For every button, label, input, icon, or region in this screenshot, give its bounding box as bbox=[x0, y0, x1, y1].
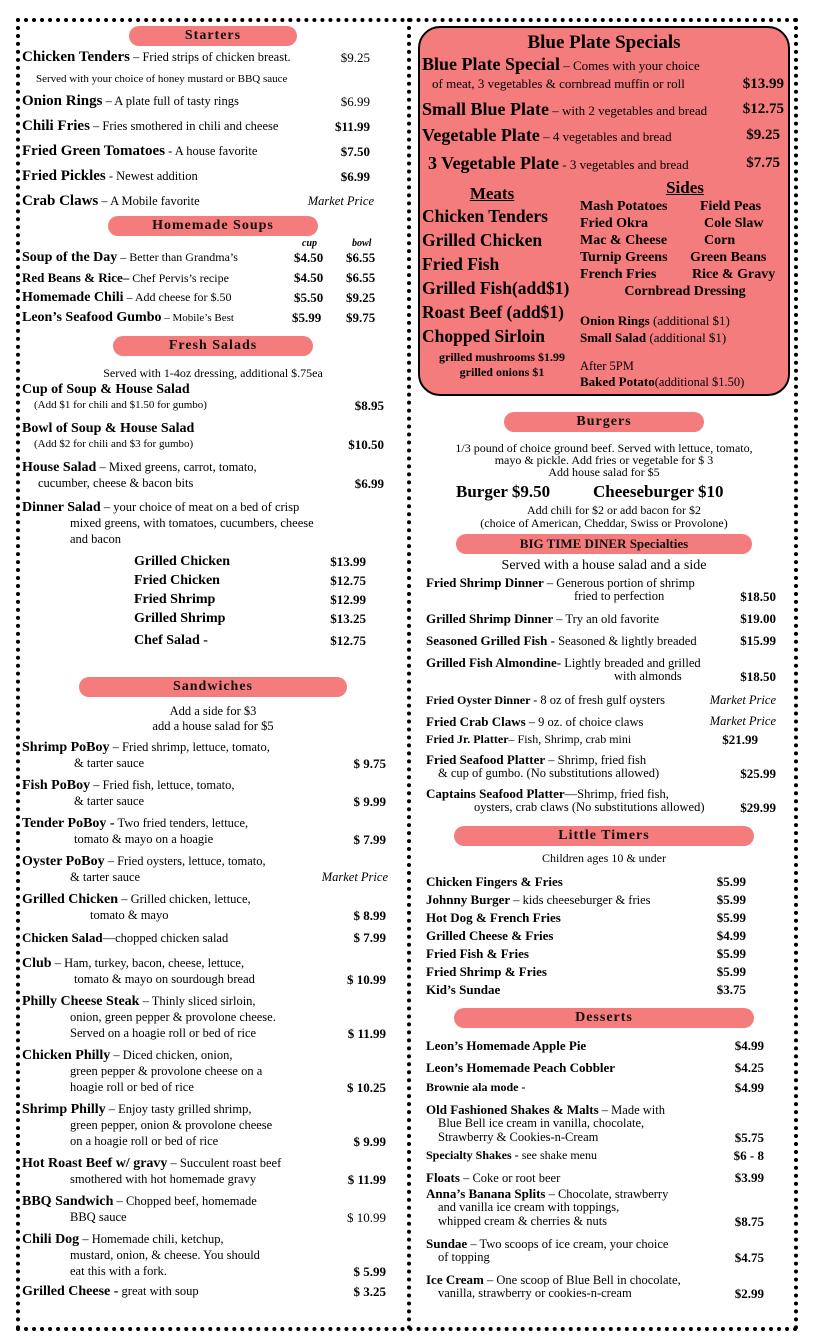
kids-item: Fried Shrimp & Fries $5.99 bbox=[426, 964, 746, 979]
meat-item: Grilled Fish(add$1) bbox=[422, 278, 570, 298]
diner-specialties-header: BIG TIME DINER Specialties bbox=[456, 534, 752, 554]
soups-header: Homemade Soups bbox=[108, 216, 318, 236]
salad-item: House Salad – Mixed greens, carrot, tomato, bbox=[22, 460, 257, 475]
dessert-item: Sundae – Two scoops of ice cream, your choice bbox=[426, 1236, 669, 1251]
dessert-item: Old Fashioned Shakes & Malts – Made with bbox=[426, 1102, 665, 1117]
sandwich-item: Chicken Salad—chopped chicken salad $ 7.99 bbox=[22, 930, 386, 945]
grilled-addons: grilled mushrooms $1.99 grilled onions $1 bbox=[438, 350, 566, 379]
salad-item: Dinner Salad – your choice of meat on a bed of crisp bbox=[22, 500, 300, 515]
menu-item: Fried Green Tomatoes - A house favorite $7.50 bbox=[22, 143, 370, 159]
sandwich-item: Tender PoBoy - Two fried tenders, lettuce, bbox=[22, 816, 249, 831]
vegetable-plate: Vegetable Plate – 4 vegetables and bread $9.25 bbox=[422, 125, 780, 145]
sandwich-item: Shrimp PoBoy – Fried shrimp, lettuce, tomato, bbox=[22, 740, 270, 755]
meat-item: Fried Fish bbox=[422, 254, 500, 274]
kids-item: Kid’s Sundae $3.75 bbox=[426, 982, 746, 997]
sides-list: Sides Mash Potatoes Fried Okra Mac & Cheese Turnip Greens French Fries Field Peas Cole Slaw Corn Green Beans Rice & Gravy Cornbread Dressing Onion Rings (additional $1) Small Salad (additional $1) After 5PM Baked Potato(additional $1.50) bbox=[580, 178, 790, 390]
side-item: Rice & Gravy bbox=[692, 267, 776, 282]
diner-item: Seasoned Grilled Fish - Seasoned & lightly breaded $15.99 bbox=[426, 633, 776, 648]
side-item: Field Peas bbox=[700, 199, 762, 214]
baked-potato-addon: Baked Potato(additional $1.50) bbox=[580, 374, 745, 389]
sandwich-item: Chicken Philly – Diced chicken, onion, bbox=[22, 1048, 233, 1063]
cheeseburger-price: Cheeseburger $10 bbox=[593, 482, 724, 501]
kids-item: Johnny Burger – kids cheeseburger & fries $5.99 bbox=[426, 892, 746, 907]
small-blue-plate: Small Blue Plate – with 2 vegetables and bread $12.75 bbox=[422, 99, 784, 119]
sandwich-item: Hot Roast Beef w/ gravy – Succulent roast beef bbox=[22, 1156, 282, 1171]
side-item: Fried Okra bbox=[580, 216, 649, 231]
diner-item: Fried Oyster Dinner - 8 oz of fresh gulf oysters Market Price bbox=[426, 693, 776, 707]
onion-rings-addon: Onion Rings (additional $1) bbox=[580, 313, 730, 328]
dessert-item: Specialty Shakes - see shake menu $6 - 8 bbox=[426, 1148, 764, 1163]
meat-item: Roast Beef (add$1) bbox=[422, 302, 564, 322]
dessert-item: Leon’s Homemade Peach Cobbler $4.25 bbox=[426, 1060, 764, 1075]
side-item: Mac & Cheese bbox=[580, 233, 668, 248]
meat-item: Chopped Sirloin bbox=[422, 326, 546, 346]
left-column: Starters Chicken Tenders – Fried strips of chicken breast. $9.25 Served with your choice of honey mustard or BBQ sauce Onion Rings – A plate full of tasty rings $6.99 Chili Fries – Fries smothered in chili and cheese $11.99 Fried Green Tomatoes - A house favorite $7.50 Fried Pickles - Newest addition $6.99 Crab Claws – A Mobile favorite Market Price Homemade Soups cup bowl Soup of the Day – Better than Grandma’s $4.50 $6.55 Red Beans & Rice– Chef Pervis’s recipe $4.50 $6.55 Homemade Chili – Add cheese for $.50 $5.50 $9.25 Leon’s Seafood Gumbo – Mobile’s Best $5.99 $9.75 Fresh Salads Served with 1-4oz dressing, additional $.75ea Cup of Soup & House Salad (Add $1 for chili and $1.50 for gumbo) $8.95 Bowl of Soup & House Salad (Add $2 for chili and $3 for gumbo) $10.50 House Salad – Mixed greens, carrot, tomato, cucumber, cheese & bacon bits $6.99 Dinner Salad – your choice of meat on a bed of crisp mixed greens, with tomatoes, cucumbers, cheese and bacon Grilled Chicken $13.99 Fried Chicken $12.75 Fried Shrimp $12.99 Grilled Shrimp $13.25 Chef Salad - $12.75 Sandwiches Add a side for $3 add a house salad for $5 Shrimp PoBoy – Fried shrimp, lettuce, tomato, & tarter sauce $ 9.75 Fish PoBoy – Fried fish, lettuce, tomato, & tarter sauce $ 9.99 Tender PoBoy - Two fried tenders, lettuce, tomato & mayo on a hoagie $ 7.99 Oyster PoBoy – Fried oysters, lettuce, tomato, & tarter sauce Market Price Grilled Chicken – Grilled chicken, lettuce, tomato & mayo $ 8.99 Chicken Salad—chopped chicken salad $ 7.99 Club – Ham, turkey, bacon, cheese, lettuce, tomato & mayo on sourdough bread $ 10.99 Philly Cheese Steak – Thinly sliced sirloin, onion, green pepper & provolone cheese. Served on a hoagie roll or bed of rice $ 11.99 Chicken Philly – Diced chicken, onion, green pepper & provolone cheese on a hoagie roll or bed of rice $ 10.25 Shrimp Philly – Enjoy tasty grilled shrimp, green pepper, onion & provolone cheese on a hoagie roll or bed of rice $ 9.99 Hot Roast Beef w/ gravy – Succulent roast beef smothered with hot homemade gravy $ 11.99 BBQ Sandwich – Chopped beef, homemade BBQ sauce $ 10.99 Chili Dog – Homemade chili, ketchup, mustard, onion, & cheese. You should eat this with a fork. $ 5.99 Grilled Cheese - great with soup $ 3.25 bbox=[22, 26, 404, 1302]
side-item: Turnip Greens bbox=[580, 250, 668, 265]
kids-item: Chicken Fingers & Fries $5.99 bbox=[426, 874, 746, 889]
dinner-option: Fried Chicken $12.75 bbox=[134, 573, 366, 588]
salads-header: Fresh Salads bbox=[113, 336, 313, 356]
salad-item-note: (Add $1 for chili and $1.50 for gumbo) $8.95 bbox=[34, 398, 384, 413]
kids-item: Fried Fish & Fries $5.99 bbox=[426, 946, 746, 961]
little-timers-header: Little Timers bbox=[454, 826, 754, 846]
sandwich-item: Fish PoBoy – Fried fish, lettuce, tomato, bbox=[22, 778, 235, 793]
cup-label: cup bbox=[302, 238, 317, 249]
bowl-label: bowl bbox=[352, 238, 372, 249]
blue-plate-specials-box: Blue Plate Specials Blue Plate Special – Comes with your choice of meat, 3 vegetables & cornbread muffin or roll $13.99 Small Blue Plate – with 2 vegetables and bread $12.75 Vegetable Plate – 4 vegetables and bread $9.25 3 Vegetable Plate - 3 vegetables and bread $7.75 Meats Chicken Tenders Grilled Chicken Fried Fish Grilled Fish(add$1) Roast Beef (add$1) Chopped Sirloin Sides Mash Potatoes Fried Okra Mac & Cheese Turnip Greens French Fries Field Peas Cole Slaw Corn Green Beans Rice & Gravy Cornbread Dressing Onion Rings (additional $1) Small Salad (additional $1) After 5PM Baked Potato(additional $1.50) grilled mushrooms $1.99 grilled onions $1 bbox=[418, 26, 790, 396]
salad-item: Bowl of Soup & House Salad bbox=[22, 421, 195, 436]
burger-prices bbox=[416, 482, 792, 504]
sandwich-item: Shrimp Philly – Enjoy tasty grilled shrimp, bbox=[22, 1102, 252, 1117]
soup-item: Homemade Chili – Add cheese for $.50 $5.50 $9.25 bbox=[22, 290, 376, 305]
menu-item: Fried Pickles - Newest addition $6.99 bbox=[22, 168, 370, 184]
blue-plate-special: Blue Plate Special – Comes with your choice bbox=[422, 54, 700, 74]
dessert-item: Leon’s Homemade Apple Pie $4.99 bbox=[426, 1038, 764, 1053]
diner-item: Fried Seafood Platter – Shrimp, fried fish bbox=[426, 752, 647, 767]
dessert-item: Anna’s Banana Splits – Chocolate, strawberry bbox=[426, 1186, 669, 1201]
small-salad-addon: Small Salad (additional $1) bbox=[580, 330, 727, 345]
salad-item-note: (Add $2 for chili and $3 for gumbo) $10.50 bbox=[34, 437, 384, 452]
dinner-option: Chef Salad - $12.75 bbox=[134, 633, 366, 648]
side-item: French Fries bbox=[580, 267, 657, 282]
sandwich-intro: add a house salad for $5 bbox=[152, 719, 274, 733]
item-note: Served with your choice of honey mustard or BBQ sauce bbox=[36, 73, 288, 85]
side-item: Mash Potatoes bbox=[580, 199, 668, 214]
diner-item: Captains Seafood Platter—Shrimp, fried fish, bbox=[426, 786, 669, 801]
diner-intro: Served with a house salad and a side bbox=[501, 558, 707, 573]
meats-list: Meats Chicken Tenders Grilled Chicken Fried Fish Grilled Fish(add$1) Roast Beef (add$1) Chopped Sirloin bbox=[422, 184, 582, 348]
menu-item: Onion Rings – A plate full of tasty rings $6.99 bbox=[22, 93, 370, 109]
side-item: Green Beans bbox=[690, 250, 767, 265]
desserts-header: Desserts bbox=[454, 1008, 754, 1028]
sandwich-item: Oyster PoBoy – Fried oysters, lettuce, tomato, bbox=[22, 854, 266, 869]
dessert-item: Floats – Coke or root beer $3.99 bbox=[426, 1170, 764, 1185]
side-item: Cole Slaw bbox=[704, 216, 764, 231]
diner-item: Fried Jr. Platter– Fish, Shrimp, crab mini $21.99 bbox=[426, 732, 758, 747]
column-divider bbox=[407, 18, 411, 1331]
dinner-option: Grilled Shrimp $13.25 bbox=[134, 611, 366, 626]
kids-item: Grilled Cheese & Fries $4.99 bbox=[426, 928, 746, 943]
menu-item: Chicken Tenders – Fried strips of chicken breast. $9.25 bbox=[22, 49, 370, 65]
diner-items: Fried Shrimp Dinner – Generous portion of shrimp fried to perfection $18.50 Grilled Shrimp Dinner – Try an old favorite $19.00 Seasoned Grilled Fish - Seasoned & lightly breaded $15.99 Grilled Fish Almondine- Lightly breaded and grilled with almonds $18.50 Fried Oyster Dinner - 8 oz of fresh gulf oysters Market Price Fried Crab Claws – 9 oz. of choice claws Market Price Fried Jr. Platter– Fish, Shrimp, crab mini $21.99 Fried Seafood Platter – Shrimp, fried fish & cup of gumbo. (No substitutions allowed) $25.99 Captains Seafood Platter—Shrimp, fried fish, oysters, crab claws (No substitutions allowed) $29.99 bbox=[426, 575, 776, 815]
dinner-option: Grilled Chicken $13.99 bbox=[134, 554, 366, 569]
sandwich-item: BBQ Sandwich – Chopped beef, homemade bbox=[22, 1194, 257, 1209]
dinner-option: Fried Shrimp $12.99 bbox=[134, 592, 366, 607]
diner-item: Fried Crab Claws – 9 oz. of choice claws Market Price bbox=[426, 714, 776, 729]
dinner-salad-options bbox=[22, 554, 404, 653]
dessert-items: Leon’s Homemade Apple Pie $4.99 Leon’s Homemade Peach Cobbler $4.25 Brownie ala mode - $4.99 Old Fashioned Shakes & Malts – Made with Blue Bell ice cream in vanilla, chocolate, Strawberry & Cookies-n-Cream $5.75 Specialty Shakes - see shake menu $6 - 8 Floats – Coke or root beer $3.99 Anna’s Banana Splits – Chocolate, strawberry and vanilla ice cream with toppings, whipped cream & cherries & nuts $8.75 Sundae – Two scoops of ice cream, your choice of topping $4.75 Ice Cream – One scoop of Blue Bell in chocolate, vanilla, strawberry or cookies-n-cream $2.99 bbox=[426, 1038, 764, 1301]
side-item: Corn bbox=[704, 233, 736, 248]
meat-item: Chicken Tenders bbox=[422, 206, 548, 226]
sandwich-intro: Add a side for $3 bbox=[169, 704, 257, 718]
dessert-item: Ice Cream – One scoop of Blue Bell in chocolate, bbox=[426, 1272, 681, 1287]
diner-item: Fried Shrimp Dinner – Generous portion of shrimp bbox=[426, 575, 695, 590]
menu-item: Crab Claws – A Mobile favorite Market Price bbox=[22, 193, 374, 209]
sandwich-item: Club – Ham, turkey, bacon, cheese, lettuce, bbox=[22, 956, 245, 971]
sandwich-item: Philly Cheese Steak – Thinly sliced sirloin, bbox=[22, 994, 256, 1009]
salad-item: Cup of Soup & House Salad bbox=[22, 382, 190, 397]
blue-plate-title: Blue Plate Specials bbox=[527, 32, 681, 53]
burgers-header: Burgers bbox=[504, 412, 704, 432]
right-column: Burgers 1/3 pound of choice ground beef. Served with lettuce, tomato, mayo & pickle. Add fries or vegetable for $ 3 Add house salad for $5 Burger $9.50 Cheeseburger $10 Add chili for $2 or add bacon for $2 (choice of American, Cheddar, Swiss or Provolone) BIG TIME DINER Specialties Served with a house salad and a side Fried Shrimp Dinner – Generous portion of shrimp fried to perfection $18.50 Grilled Shrimp Dinner – Try an old favorite $19.00 Seasoned Grilled Fish - Seasoned & lightly breaded $15.99 Grilled Fish Almondine- Lightly breaded and grilled with almonds $18.50 Fried Oyster Dinner - 8 oz of fresh gulf oysters Market Price Fried Crab Claws – 9 oz. of choice claws Market Price Fried Jr. Platter– Fish, Shrimp, crab mini $21.99 Fried Seafood Platter – Shrimp, fried fish & cup of gumbo. (No substitutions allowed) $25.99 Captains Seafood Platter—Shrimp, fried fish, oysters, crab claws (No substitutions allowed) $29.99 Little Timers Children ages 10 & under Chicken Fingers & Fries $5.99 Johnny Burger – kids cheeseburger & fries $5.99 Hot Dog & French Fries $5.99 Grilled Cheese & Fries $4.99 Fried Fish & Fries $5.99 Fried Shrimp & Fries $5.99 Kid’s Sundae $3.75 Desserts Leon’s Homemade Apple Pie $4.99 Leon’s Homemade Peach Cobbler $4.25 Brownie ala mode - $4.99 Old Fashioned Shakes & Malts – Made with Blue Bell ice cream in vanilla, chocolate, Strawberry & Cookies-n-Cream $5.75 Specialty Shakes - see shake menu $6 - 8 Floats – Coke or root beer $3.99 Anna’s Banana Splits – Chocolate, strawberry and vanilla ice cream with toppings, whipped cream & cherries & nuts $8.75 Sundae – Two scoops of ice cream, your choice of topping $4.75 Ice Cream – One scoop of Blue Bell in chocolate, vanilla, strawberry or cookies-n-cream $2.99 bbox=[416, 412, 792, 1302]
diner-item: Grilled Shrimp Dinner – Try an old favorite $19.00 bbox=[426, 611, 776, 626]
kids-item: Hot Dog & French Fries $5.99 bbox=[426, 910, 746, 925]
soup-item: Red Beans & Rice– Chef Pervis’s recipe $4.50 $6.55 bbox=[22, 270, 376, 285]
sandwich-item: Grilled Cheese - great with soup $ 3.25 bbox=[22, 1284, 386, 1299]
3-vegetable-plate: 3 Vegetable Plate - 3 vegetables and bread $7.75 bbox=[428, 153, 780, 173]
starters-header: Starters bbox=[129, 26, 297, 46]
kids-items bbox=[416, 874, 746, 1000]
diner-item: Grilled Fish Almondine- Lightly breaded and grilled bbox=[426, 655, 701, 670]
salads-intro: Served with 1-4oz dressing, additional $.75ea bbox=[103, 366, 323, 380]
kids-intro: Children ages 10 & under bbox=[542, 851, 666, 865]
soup-item: Soup of the Day – Better than Grandma’s $4.50 $6.55 bbox=[22, 250, 376, 265]
after-5pm-label: After 5PM bbox=[580, 359, 634, 373]
menu-item: Chili Fries – Fries smothered in chili and cheese $11.99 bbox=[22, 118, 370, 134]
burger-price: Burger $9.50 bbox=[456, 482, 551, 501]
sandwich-item: Grilled Chicken – Grilled chicken, lettuce, bbox=[22, 892, 251, 907]
meat-item: Grilled Chicken bbox=[422, 230, 543, 250]
dessert-item: Brownie ala mode - $4.99 bbox=[426, 1080, 764, 1095]
sandwiches-header: Sandwiches bbox=[79, 677, 347, 697]
side-item: Cornbread Dressing bbox=[624, 284, 746, 299]
soup-item: Leon’s Seafood Gumbo – Mobile’s Best $5.99 $9.75 bbox=[22, 310, 376, 325]
burgers-desc: 1/3 pound of choice ground beef. Served with lettuce, tomato, mayo & pickle. Add fries or vegetable for $ 3 Add house salad for $5 bbox=[455, 441, 753, 479]
sandwich-item: Chili Dog – Homemade chili, ketchup, bbox=[22, 1232, 224, 1247]
